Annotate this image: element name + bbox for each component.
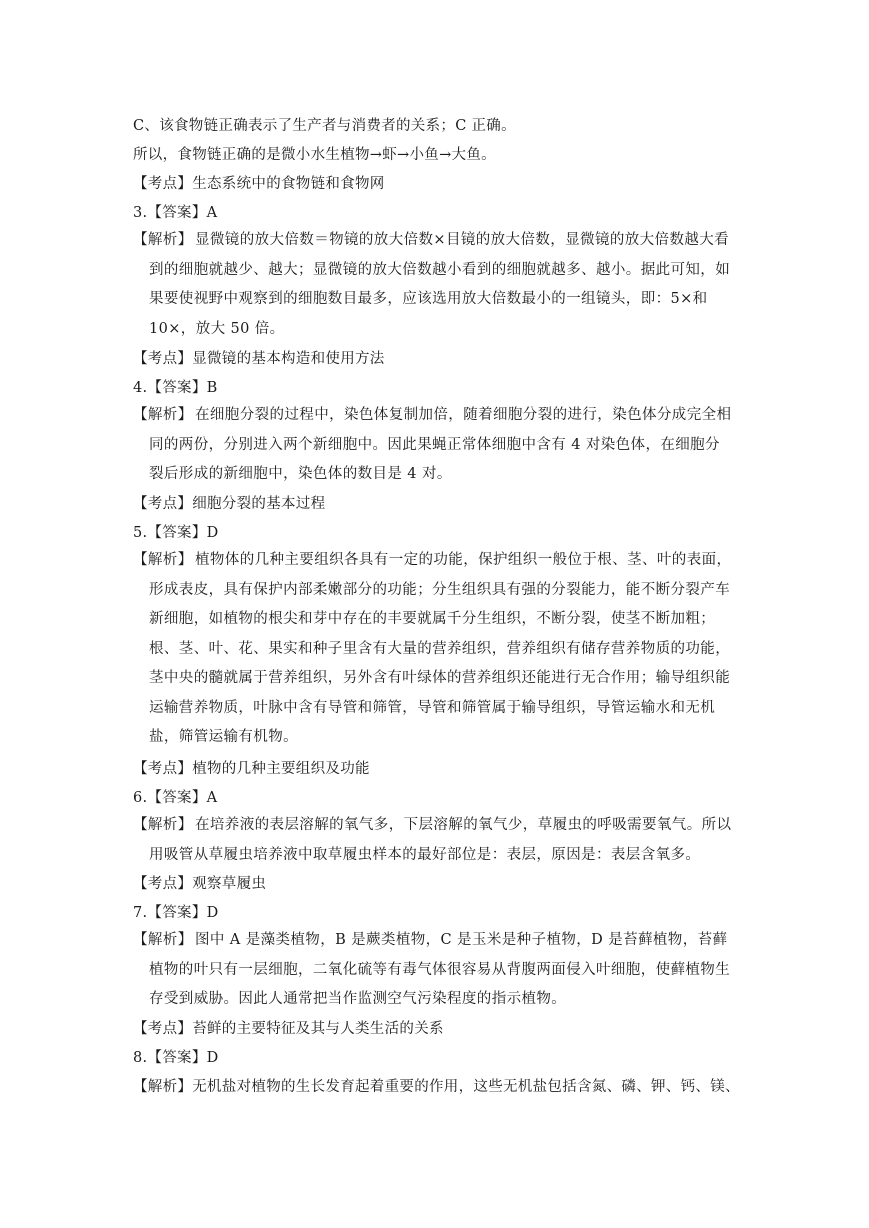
analysis-label: 【解析】 bbox=[133, 407, 193, 423]
text-line: 【考点】苔鲜的主要特征及其与人类生活的关系 bbox=[133, 1021, 444, 1037]
text-line: 【考点】细胞分裂的基本过程 bbox=[133, 496, 326, 512]
text-line: 【考点】植物的几种主要组织及功能 bbox=[133, 761, 370, 777]
analysis-label: 【解析】 bbox=[133, 817, 193, 833]
text-line: 所以，食物链正确的是微小水生植物→虾→小鱼→大鱼。 bbox=[133, 147, 496, 163]
analysis-text: 在细胞分裂的过程中，染色体复制加倍，随着细胞分裂的进行，染色体分成完全相同的两份，分别进入两个新细胞中。因此果蝇正常体细胞中含有 4 对染色体，在细胞分裂后形成的新细胞中，染色体的数目是 4 对。 bbox=[149, 407, 732, 482]
analysis-text: 在培养液的表层溶解的氧气多，下层溶解的氧气少，草履虫的呼吸需要氧气。所以用吸管从草履虫培养液中取草履虫样本的最好部位是：表层，原因是：表层含氧多。 bbox=[149, 817, 732, 863]
text-line: 8.【答案】D bbox=[133, 1050, 219, 1066]
analysis-label: 【解析】 bbox=[133, 552, 193, 568]
analysis-text: 显微镜的放大倍数＝物镜的放大倍数×目镜的放大倍数，显微镜的放大倍数越大看到的细胞就越少、越大；显微镜的放大倍数越小看到的细胞就越多、越小。据此可知，如果要使视野中观察到的细胞数目最多，应该选用放大倍数最小的一组镜头，即：5×和 10×，放大 50 倍。 bbox=[149, 232, 731, 337]
analysis-paragraph bbox=[133, 401, 733, 490]
text-line: 4.【答案】B bbox=[133, 380, 218, 396]
text-line: 【考点】生态系统中的食物链和食物网 bbox=[133, 176, 385, 192]
text-line: 7.【答案】D bbox=[133, 905, 219, 921]
analysis-label: 【解析】 bbox=[133, 232, 193, 248]
analysis-paragraph bbox=[133, 811, 733, 870]
text-line: 5.【答案】D bbox=[133, 525, 219, 541]
text-line: 【考点】显微镜的基本构造和使用方法 bbox=[133, 351, 385, 367]
analysis-text: 图中 A 是藻类植物，B 是蕨类植物，C 是玉米是种子植物，D 是苔藓植物，苔藓植物的叶只有一层细胞，二氧化硫等有毒气体很容易从背腹两面侵入叶细胞，使藓植物生存受到威胁。因此人通常把当作监测空气污染程度的指示植物。 bbox=[149, 932, 731, 1007]
analysis-label: 【解析】 bbox=[133, 932, 193, 948]
analysis-paragraph bbox=[133, 546, 733, 753]
analysis-text: 植物体的几种主要组织各具有一定的功能，保护组织一般位于根、茎、叶的表面，形成表皮，具有保护内部柔嫩部分的功能；分生组织具有强的分裂能力，能不断分裂产车新细胞，如植物的根尖和芽中存在的丰要就属千分生组织，不断分裂，使茎不断加粗；根、茎、叶、花、果实和种子里含有大量的营养组织，营养组织有储存营养物质的功能，茎中央的髓就属于营养组织，另外含有叶绿体的营养组织还能进行无合作用；输导组织能运输营养物质，叶脉中含有导管和筛管，导管和筛管属于输导组织，导管运输水和无机盐，筛管运输有机物。 bbox=[149, 552, 732, 745]
text-line: C、该食物链正确表示了生产者与消费者的关系；C 正确。 bbox=[133, 118, 516, 134]
text-line: 6.【答案】A bbox=[133, 790, 218, 806]
analysis-paragraph bbox=[133, 926, 733, 1015]
text-line: 【解析】无机盐对植物的生长发育起着重要的作用，这些无机盐包括含氮、磷、钾、钙、镁、 bbox=[133, 1079, 740, 1095]
analysis-paragraph bbox=[133, 226, 733, 344]
text-line: 3.【答案】A bbox=[133, 205, 218, 221]
text-line: 【考点】观察草履虫 bbox=[133, 876, 267, 892]
